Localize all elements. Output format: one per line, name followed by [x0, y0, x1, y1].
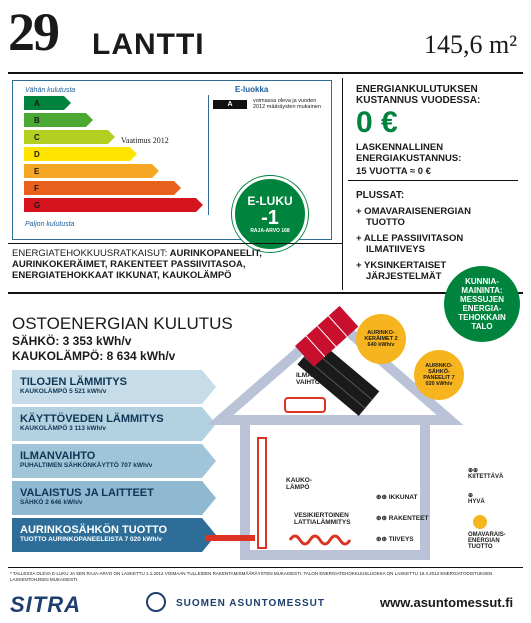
consumption-title: OSTOENERGIAN KULUTUS	[12, 314, 233, 333]
panel-bubble	[414, 350, 464, 400]
rating-bar-f	[24, 181, 174, 195]
plus-item: + YKSINKERTAISET JÄRJESTELMÄT	[356, 260, 447, 282]
district-label: KAUKO-LÄMPÖ	[286, 477, 312, 491]
floor-label: VESIKIERTOINEN LATTIALÄMMITYS	[294, 512, 351, 526]
cost-title: ENERGIANKULUTUKSEN KUSTANNUS VUODESSA:	[356, 84, 481, 106]
double-plus-icon: ⊕⊕	[376, 494, 389, 501]
footnote: * TALLESSA OLEVA E-LUKU JA SEN RAJA-ARVO ON LASKETTU 1.1.2012 VOIMAAN TULLEIDEN RAKENTAMISMÄÄRÄYSTEN MUKAISESTI. TALON ENERGIATEHOKKUUSLUOKKA ON LASKETTU 18.4.2012 ENERGIATODISTUKSEN LASKENTOHJEEN MUKAISESTI.	[10, 571, 493, 582]
consumption-item-title: AURINKOSÄHKÖN TUOTTO	[20, 524, 168, 536]
rating-class-label: B	[34, 115, 40, 125]
scale-bottom-label: Paljon kulutusta	[25, 221, 75, 228]
cost-rule	[348, 180, 518, 181]
consumption-electricity: SÄHKÖ: 3 353 kWh/v	[12, 334, 132, 348]
house-area: 145,6 m²	[423, 30, 517, 59]
double-plus-icon: ⊕⊕	[468, 468, 479, 474]
rating-class-label: D	[34, 149, 40, 159]
solutions-value: AURINKOPANEELIT, AURINKOKERÄIMET, RAKENTEET PASSIIVITASOA, ENERGIATEHOKKAAT IKKUNAT, KAUKOLÄMPÖ	[12, 248, 262, 281]
collector-text: AURINKO-KERÄIMET 2 640 kWh/v	[364, 330, 398, 348]
windows-label: ⊕⊕ IKKUNAT	[376, 494, 418, 501]
district-pipe	[205, 535, 255, 541]
rating-bar-d	[24, 147, 130, 161]
consumption-item-value: PUHALTIMEN SÄHKÖNKÄYTTÖ 707 kWh/v	[20, 462, 153, 469]
heat-pipe	[258, 438, 266, 548]
net-cost-title: LASKENNALLINEN ENERGIAKUSTANNUS:	[356, 142, 462, 164]
rating-divider	[208, 95, 209, 215]
consumption-item-value: KAUKOLÄMPÖ 3 113 kWh/v	[20, 425, 106, 432]
consumption-district: KAUKOLÄMPÖ: 8 634 kWh/v	[12, 349, 176, 363]
sitra-logo: SITRA	[10, 592, 81, 617]
messut-logo: SUOMEN ASUNTOMESSUT	[176, 598, 326, 609]
consumption-item	[12, 370, 202, 404]
eluokka-title: E-luokka	[235, 85, 269, 94]
consumption-item	[12, 518, 202, 552]
house-name: LANTTI	[92, 28, 205, 61]
consumption-item-title: TILOJEN LÄMMITYS	[20, 376, 127, 388]
requirement-label: Vaatimus 2012	[121, 136, 169, 145]
plus-item: + ALLE PASSIIVITASON ILMATIIVEYS	[356, 233, 464, 255]
rating-class-label: G	[34, 200, 41, 210]
collector-bubble	[356, 314, 406, 364]
legend-double: ⊕⊕ KIITETTÄVÄ	[468, 468, 504, 480]
net-cost-value: 15 VUOTTA ≈ 0 €	[356, 166, 431, 177]
ventilation-unit	[285, 398, 325, 412]
scale-top-label: Vähän kulutusta	[25, 87, 76, 94]
panel-text: AURINKO-SÄHKÖ-PANEELIT 7 020 kWh/v	[423, 363, 455, 387]
website-link[interactable]: www.asuntomessut.fi	[380, 595, 514, 610]
eluku-value: -1	[261, 207, 279, 229]
consumption-item	[12, 444, 202, 478]
consumption-item-value: KAUKOLÄMPÖ 5 521 kWh/v	[20, 388, 107, 395]
plus-item: + OMAVARAISENERGIAN TUOTTO	[356, 206, 471, 228]
rating-bar-b	[24, 113, 86, 127]
rating-class-label: C	[34, 132, 40, 142]
consumption-item-value: SÄHKÖ 2 646 kWh/v	[20, 499, 83, 506]
solutions-text	[12, 248, 338, 281]
legend-dot-icon	[473, 515, 487, 529]
consumption-item	[12, 481, 202, 515]
footer-rule	[8, 567, 523, 568]
structures-label: ⊕⊕ RAKENTEET	[376, 515, 429, 522]
tightness-label: ⊕⊕ TIIVEYS	[376, 536, 414, 543]
ventilation-label: ILMAN-VAIHTO	[296, 372, 320, 386]
messut-icon	[146, 592, 166, 612]
house-number: 29	[8, 2, 58, 62]
consumption-item-value: TUOTTO AURINKOPANEELEISTA 7 020 kWh/v	[20, 536, 162, 543]
rating-class-label: E	[34, 166, 40, 176]
double-plus-icon: ⊕⊕	[376, 515, 389, 522]
solutions-rule	[8, 243, 342, 244]
rating-class-label: F	[34, 183, 39, 193]
header-rule	[8, 72, 523, 74]
plus-title: PLUSSAT:	[356, 190, 405, 201]
eluku-badge	[232, 176, 308, 252]
rating-bar-e	[24, 164, 152, 178]
eluokka-note: voimassa oleva ja vuoden 2012 määräysten mukainen	[253, 98, 321, 110]
consumption-item-title: VALAISTUS JA LAITTEET	[20, 487, 154, 499]
eluku-label: E-LUKU	[247, 194, 293, 208]
legend-dot: OMAVARAIS-ENERGIAN TUOTTO	[468, 532, 506, 550]
solutions-label: ENERGIATEHOKKUUSRATKAISUT:	[12, 248, 168, 259]
consumption-item	[12, 407, 202, 441]
rating-bar-a	[24, 96, 64, 110]
legend-single: ⊕ HYVÄ	[468, 493, 485, 505]
rating-bar-c	[24, 130, 108, 144]
rating-class-label: A	[34, 98, 40, 108]
cost-value: 0 €	[356, 106, 398, 139]
consumption-item-title: KÄYTTÖVEDEN LÄMMITYS	[20, 413, 164, 425]
honor-badge-text: KUNNIA-MAININTA: MESSUJEN ENERGIA-TEHOKKAIN TALO	[458, 277, 506, 331]
eluokka-marker: A	[213, 100, 247, 109]
rating-bar-g	[24, 198, 196, 212]
double-plus-icon: ⊕⊕	[376, 536, 389, 543]
cost-divider	[342, 78, 343, 290]
consumption-item-title: ILMANVAIHTO	[20, 450, 96, 462]
eluku-sub: RAJA-ARVO 168	[250, 228, 290, 234]
plus-icon: ⊕	[468, 493, 474, 499]
